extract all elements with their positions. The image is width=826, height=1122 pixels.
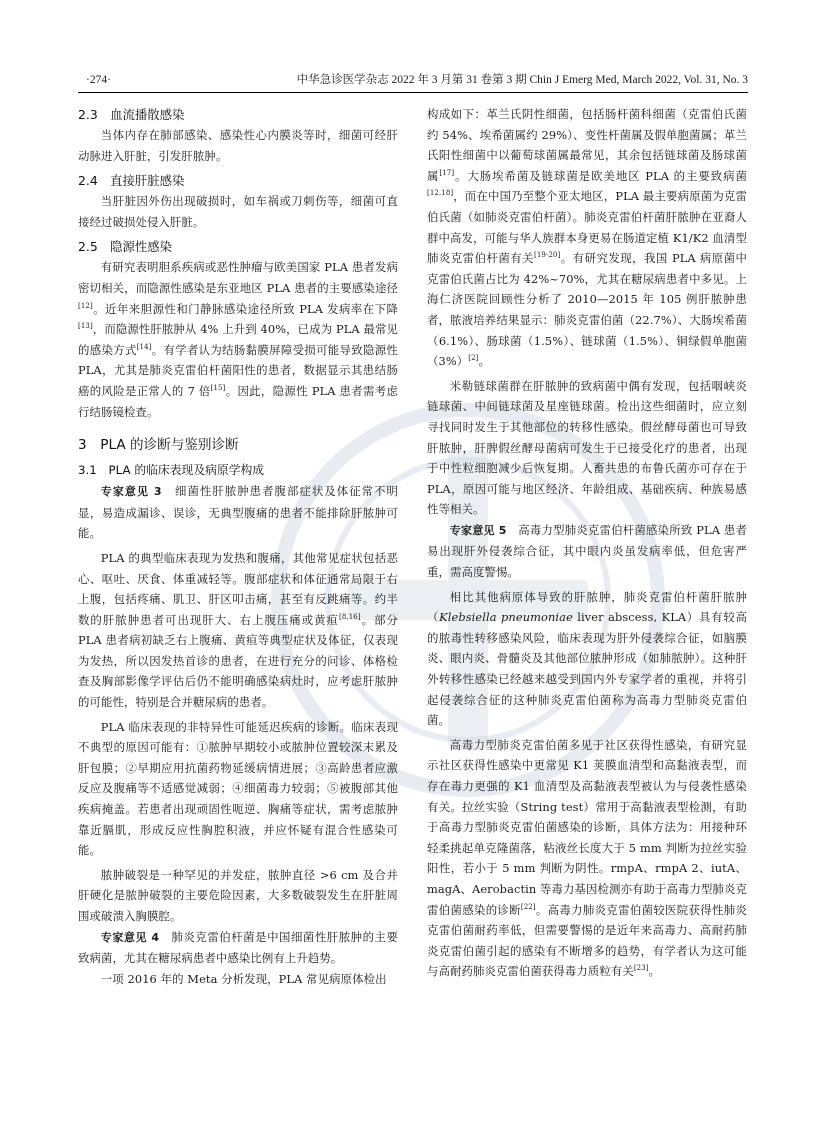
expert-opinion-label: 专家意见 3 [100, 485, 162, 499]
paragraph-2-4: 当肝脏因外伤出现破损时，如车祸或刀刺伤等，细菌可直接经过破损处侵入肝脏。 [78, 194, 398, 229]
paragraph-nonspecific: PLA 临床表现的非特异性可能延迟疾病的诊断。临床表现不典型的原因可能有：①脓肿早期较小或脓肿位置较深末累及肝包膜；②早期应用抗菌药物延缓病情进展；③高龄患者应激反应及腹痛等不适感觉减弱；④细菌毒力较弱；⑤被腹部其他疾病掩盖。若患者出现顽固性呃逆、胸痛等症状，需考虑脓肿靠近膈肌，形成反应性胸腔积液，并应怀疑有混合性感染可能。 [78, 719, 398, 858]
paragraph-2-3: 当体内存在肺部感染、感染性心内膜炎等时，细菌可经肝动脉进入肝脏，引发肝脓肿。 [78, 128, 398, 163]
page-header [78, 70, 748, 93]
citation: [23] [633, 964, 649, 973]
citation: [17] [439, 168, 455, 177]
citation: [14] [136, 342, 152, 351]
paragraph-kla: 相比其他病原体导致的肝脓肿，肺炎克雷伯杆菌肝脓肿（Klebsiella pneumoniae liver abscess, KLA）具有较高的脓毒性转移感染风险，临床表现为肝外侵袭综合征，如脑膜炎、眼内炎、骨髓炎及其他部位脓肿形成（如肺脓肿）。这种肝外转移性感染已经越来越受到国内外专家学者的重视，并将引起侵袭综合征的这种肺炎克雷伯菌称为高毒力型肺炎克雷伯菌。 [427, 589, 747, 728]
page-number: ·274· [86, 74, 111, 86]
section-heading-2-4: 2.4 直接肝脏感染 [78, 173, 185, 189]
expert-opinion-label: 专家意见 4 [100, 930, 160, 944]
citation: [13] [78, 322, 93, 331]
citation: [22] [520, 902, 536, 911]
citation: [2] [468, 354, 479, 363]
expert-opinion-3: 专家意见 3 细菌性肝脓肿患者腹部症状及体征常不明显，易造成漏诊、误诊，无典型腹痛的患者不能排除肝脓肿可能。 [78, 484, 398, 541]
section-heading-2-3: 2.3 血流播散感染 [78, 107, 185, 122]
expert-opinion-4: 专家意见 4 肺炎克雷伯杆菌是中国细菌性肝脓肿的主要致病菌，尤其在糖尿病患者中感染比例有上升趋势。 [78, 929, 398, 966]
paragraph-2-5: 有研究表明胆系疾病或恶性肿瘤与欧美国家 PLA 患者发病密切相关，而隐源性感染是东亚地区 PLA 患者的主要感染途径[12]。近年来胆源性和门静脉感染途径所致 PLA 发病率在下降[13]，而隐源性肝脓肿从 4% 上升到 40%，已成为 PLA 最常见的感染方式[14]。有学者认为结肠黏膜屏障受损可能导致隐源性 PLA，尤其是肺炎克雷伯杆菌阳性的患者，数据显示其患结肠癌的风险是正常人的 7 倍[15]。因此，隐源性 PLA 患者需考虑行结肠镜检查。 [78, 260, 398, 419]
citation: [8,16] [339, 612, 361, 621]
paragraph-typical-symptoms: PLA 的典型临床表现为发热和腹痛，其他常见症状包括恶心、呕吐、厌食、体重减轻等。腹部症状和体征通常局限于右上腹，包括疼痛、肌卫、肝区叩击痛，甚至有反跳痛等。约半数的肝脓肿患者可出现肝大、右上腹压痛或黄疸[8,16]。部分 PLA 患者病初缺乏右上腹痛、黄疸等典型症状及体征，仅表现为发热，所以因发热首诊的患者，在进行充分的问诊、体格检查及胸部影像学评估后仍不能明确感染病灶时，应考虑肝脓肿的可能性，特别是合并糖尿病的患者。 [78, 550, 398, 710]
paragraph-pathogens: 构成如下：革兰氏阴性细菌，包括肠杆菌科细菌（克雷伯氏菌约 54%、埃希菌属约 29%）、变性杆菌属及假单胞菌属；革兰氏阳性细菌中以葡萄球菌属最常见，其余包括链球菌及肠球菌属[17]。大肠埃希菌及链球菌是欧美地区 PLA 的主要致病菌[12,18]，而在中国乃至整个亚太地区，PLA 最主要病原菌为克雷伯氏菌（如肺炎克雷伯杆菌）。肺炎克雷伯杆菌肝脓肿在亚裔人群中高发，可能与华人族群本身更易在肠道定植 K1/K2 血清型肺炎克雷伯杆菌有关[19-20]。有研究发现，我国 PLA 病原菌中克雷伯氏菌占比为 42%~70%，尤其在糖尿病患者中多见。上海仁济医院回顾性分析了 2010—2015 年 105 例肝脓肿患者，脓液培养结果显示：肺炎克雷伯菌（22.7%）、大肠埃希菌（6.1%）、肠球菌（1.5%）、链球菌（1.5%）、铜绿假单胞菌（3%）[2]。 [427, 107, 748, 369]
section-heading-2-5: 2.5 隐源性感染 [78, 239, 173, 255]
citation: [12] [78, 301, 93, 310]
citation: [12,18] [427, 189, 454, 198]
expert-opinion-5: 专家意见 5 高毒力型肺炎克雷伯杆菌感染所致 PLA 患者易出现肝外侵袭综合征，其中眼内炎虽发病率低，但危害严重，需高度警惕。 [427, 522, 747, 580]
expert-opinion-label: 专家意见 5 [449, 523, 507, 537]
paragraph-rupture: 脓肿破裂是一种罕见的并发症，脓肿直径 >6 cm 及合并肝硬化是脓肿破裂的主要危险因素，大多数破裂发生在肝脏周围或破溃入胸膜腔。 [78, 867, 398, 923]
journal-citation: 中华急诊医学杂志 2022 年 3 月第 31 卷第 3 期 Chin J Emerg Med, March 2022, Vol. 31, No. 3 [296, 74, 748, 86]
citation: [15] [210, 383, 226, 392]
paragraph-milleri: 米勒链球菌群在肝脓肿的致病菌中偶有发现，包括咽峡炎链球菌、中间链球菌及星座链球菌。检出这些细菌时，应立刻寻找同时发生于其他部位的转移性感染。假丝酵母菌也可导致肝脓肿，肝脾假丝酵母菌病可发生于已接受化疗的患者，出现于中性粒细胞减少后恢复期。人畜共患的布鲁氏菌亦可存在于 PLA，原因可能与地区经济、年龄组成、基础疾病、种族易感性等相关。 [427, 378, 747, 517]
right-column [427, 104, 747, 982]
section-heading-3: 3 PLA 的诊断与鉴别诊断 [78, 437, 239, 454]
paragraph-meta-analysis: 一项 2016 年的 Meta 分析发现，PLA 常见病原体检出 [100, 971, 387, 986]
section-heading-3-1: 3.1 PLA 的临床表现及病原学构成 [78, 463, 265, 478]
species-name: Klebsiella pneumoniae [439, 610, 573, 625]
citation: [19-20] [534, 251, 561, 260]
left-column [78, 104, 398, 989]
paragraph-hypervirulent: 高毒力型肺炎克雷伯菌多见于社区获得性感染，有研究显示社区获得性感染中更常见 K1 荚膜血清型和高黏液表型，而存在毒力更强的 K1 血清型及高黏液表型被认为与侵袭性感染有关。拉丝实验（String test）常用于高黏液表型检测，有助于高毒力型肺炎克雷伯菌感染的诊断，具体方法为：用接种环轻柔挑起单克隆菌落，粘液丝长度大于 5 mm 判断为拉丝实验阳性，若小于 5 mm 判断为阴性。rmpA、rmpA 2、iutA、magA、Aerobactin 等毒力基因检测亦有助于高毒力型肺炎克雷伯菌感染的诊断[22]。高毒力肺炎克雷伯菌较医院获得性肺炎克雷伯菌耐药率低，但需要警惕的是近年来高毒力、高耐药肺炎克雷伯菌引起的感染有不断增多的趋势，有学者认为这可能与高耐药肺炎克雷伯菌获得毒力质粒有关[23]。 [427, 737, 747, 979]
